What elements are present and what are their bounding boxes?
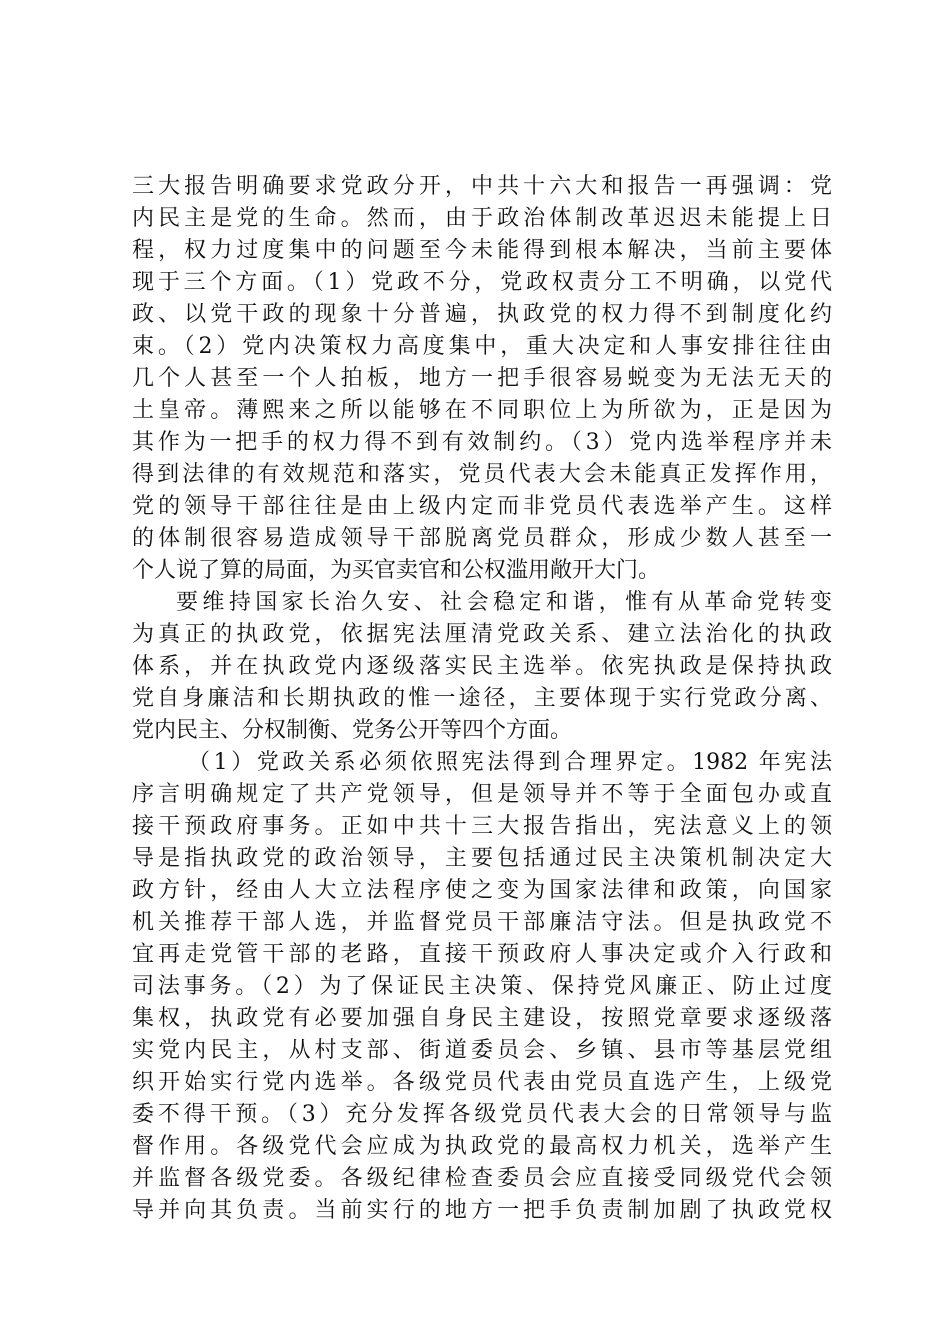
text-line: 实党内民主，从村支部、街道委员会、乡镇、县市等基层党组: [132, 1038, 832, 1063]
paragraph-2: [132, 587, 832, 747]
text-line: 个人说了算的局面，为买官卖官和公权滥用敞开大门。: [132, 558, 661, 583]
paragraph-1: [132, 171, 832, 587]
text-line: 党内民主、分权制衡、党务公开等四个方面。: [132, 718, 573, 743]
text-line: 三大报告明确要求党政分开，中共十六大和报告一再强调：党: [132, 174, 832, 199]
text-line: 得到法律的有效规范和落实，党员代表大会未能真正发挥作用，: [132, 462, 832, 487]
text-line: 政方针，经由人大立法程序使之变为国家法律和政策，向国家: [132, 878, 832, 903]
text-line: 土皇帝。薄熙来之所以能够在不同职位上为所欲为，正是因为: [132, 398, 832, 423]
text-line: 接干预政府事务。正如中共十三大报告指出，宪法意义上的领: [132, 814, 832, 839]
text-line: 督作用。各级党代会应成为执政党的最高权力机关，选举产生: [132, 1134, 832, 1159]
paragraph-3: [132, 747, 832, 1227]
text-line: 司法事务。（2）为了保证民主决策、保持党风廉正、防止过度: [132, 974, 832, 999]
text-line: 其作为一把手的权力得不到有效制约。（3）党内选举程序并未: [132, 430, 832, 455]
text-line: 程，权力过度集中的问题至今未能得到根本解决，当前主要体: [132, 238, 832, 263]
text-line: 党自身廉洁和长期执政的惟一途径，主要体现于实行党政分离、: [132, 686, 832, 711]
text-line: 要维持国家长治久安、社会稳定和谐，惟有从革命党转变: [176, 590, 832, 615]
text-line: 并监督各级党委。各级纪律检查委员会应直接受同级党代会领: [132, 1166, 832, 1191]
text-line: 集权，执政党有必要加强自身民主建设，按照党章要求逐级落: [132, 1006, 832, 1031]
text-line: 为真正的执政党，依据宪法厘清党政关系、建立法治化的执政: [132, 622, 832, 647]
text-line: 机关推荐干部人选，并监督党员干部廉洁守法。但是执政党不: [132, 910, 832, 935]
text-line: 织开始实行党内选举。各级党员代表由党员直选产生，上级党: [132, 1070, 832, 1095]
text-line: 序言明确规定了共产党领导，但是领导并不等于全面包办或直: [132, 782, 832, 807]
text-line: 内民主是党的生命。然而，由于政治体制改革迟迟未能提上日: [132, 206, 832, 231]
text-line: 的体制很容易造成领导干部脱离党员群众，形成少数人甚至一: [132, 526, 832, 551]
text-line: 导是指执政党的政治领导，主要包括通过民主决策机制决定大: [132, 846, 832, 871]
document-body: [132, 171, 832, 1227]
text-line: 现于三个方面。（1）党政不分，党政权责分工不明确，以党代: [132, 270, 832, 295]
text-line: 束。（2）党内决策权力高度集中，重大决定和人事安排往往由: [132, 334, 832, 359]
text-line: 宜再走党管干部的老路，直接干预政府人事决定或介入行政和: [132, 942, 832, 967]
text-line: 党的领导干部往往是由上级内定而非党员代表选举产生。这样: [132, 494, 832, 519]
text-line: 委不得干预。（3）充分发挥各级党员代表大会的日常领导与监: [132, 1102, 832, 1127]
text-line: 体系，并在执政党内逐级落实民主选举。依宪执政是保持执政: [132, 654, 832, 679]
text-line: （1）党政关系必须依照宪法得到合理界定。1982 年宪法: [188, 750, 832, 775]
text-line: 政、以党干政的现象十分普遍，执政党的权力得不到制度化约: [132, 302, 832, 327]
text-line: 导并向其负责。当前实行的地方一把手负责制加剧了执政党权: [132, 1198, 832, 1223]
text-line: 几个人甚至一个人拍板，地方一把手很容易蜕变为无法无天的: [132, 366, 832, 391]
